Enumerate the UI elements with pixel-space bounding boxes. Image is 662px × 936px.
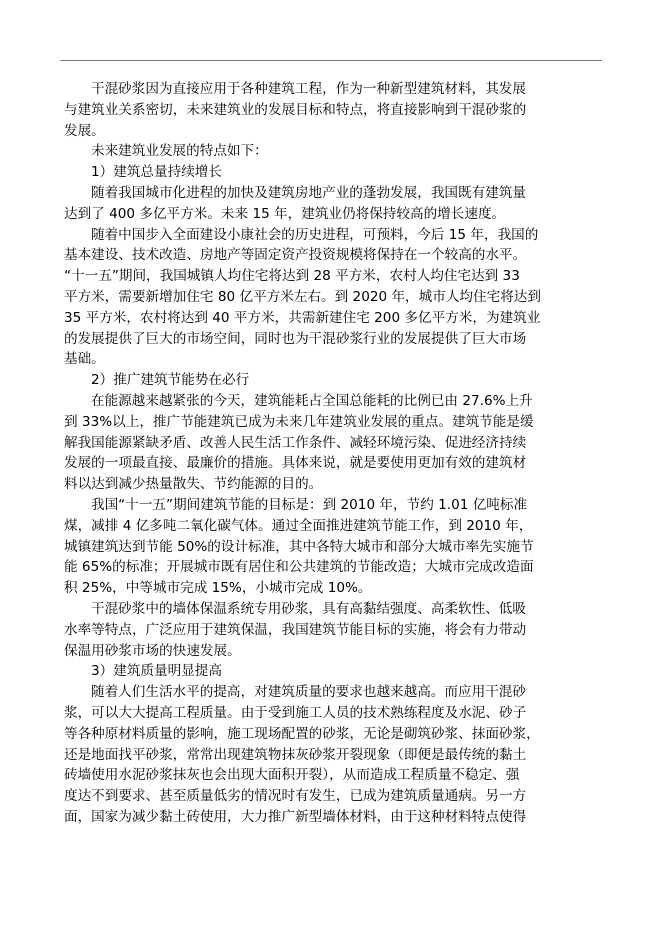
text-line: 在能源越来越紧张的今天，建筑能耗占全国总能耗的比例已由 27.6%上升 <box>91 392 533 409</box>
text-line: 达到了 400 多亿平方米。未来 15 年，建筑业仍将保持较高的增长速度。 <box>64 205 506 222</box>
text-line: 能 65%的标准；开展城市既有居住和公共建筑的节能改造；大城市完成改造面 <box>64 559 534 576</box>
text-line: 城镇建筑达到节能 50%的设计标准，其中各特大城市和部分大城市率先实施节 <box>64 538 534 555</box>
text-line: 料以达到减少热量散失、节约能源的目的。 <box>64 476 323 493</box>
text-line: 3）建筑质量明显提高 <box>91 663 222 680</box>
text-line: 35 平方米，农村将达到 40 平方米，共需新建住宅 200 多亿平方米，为建筑业 <box>64 309 541 326</box>
text-line: 1）建筑总量持续增长 <box>91 164 222 181</box>
document-body <box>64 79 598 828</box>
text-line: 水率等特点，广泛应用于建筑保温，我国建筑节能目标的实施，将会有力带动 <box>64 621 527 638</box>
text-line: 的发展提供了巨大的市场空间，同时也为干混砂浆行业的发展提供了巨大市场 <box>64 330 527 347</box>
text-line: 干混砂浆中的墙体保温系统专用砂浆，具有高黏结强度、高柔软性、低吸 <box>91 600 526 617</box>
text-line: 随着我国城市化进程的加快及建筑房地产业的蓬勃发展，我国既有建筑量 <box>91 184 526 201</box>
text-line: 度达不到要求、甚至质量低劣的情况时有发生，已成为建筑质量通病。另一方 <box>64 788 527 805</box>
text-line: 面，国家为减少黏土砖使用，大力推广新型墙体材料，由于这种材料特点使得 <box>64 808 527 825</box>
text-line: 基础。 <box>64 351 105 368</box>
text-line: 基本建设、技术改造、房地产等固定资产投资规模将保持在一个较高的水平。 <box>64 247 527 264</box>
text-line: 还是地面找平砂浆，常常出现建筑物抹灰砂浆开裂现象（即便是最传统的黏土 <box>64 746 527 763</box>
text-line: 发展的一项最直接、最廉价的措施。具体来说，就是要使用更加有效的建筑材 <box>64 455 527 472</box>
text-line: 随着人们生活水平的提高，对建筑质量的要求也越来越高。而应用干混砂 <box>91 684 526 701</box>
text-line: 随着中国步入全面建设小康社会的历史进程，可预料，今后 15 年，我国的 <box>91 226 539 243</box>
text-line: 等各种原材料质量的影响，施工现场配置的砂浆，无论是砌筑砂浆、抹面砂浆， <box>64 725 540 742</box>
text-line: 与建筑业关系密切，未来建筑业的发展目标和特点，将直接影响到干混砂浆的 <box>64 101 527 118</box>
text-line: 未来建筑业发展的特点如下： <box>91 143 268 160</box>
text-line: 砖墙使用水泥砂浆抹灰也会出现大面积开裂），从而造成工程质量不稳定、强 <box>64 767 520 784</box>
text-line: 积 25%，中等城市完成 15%，小城市完成 10%。 <box>64 580 372 597</box>
text-line: 解我国能源紧缺矛盾、改善人民生活工作条件、减轻环境污染、促进经济持续 <box>64 434 527 451</box>
text-line: 到 33%以上，推广节能建筑已成为未来几年建筑业发展的重点。建筑节能是缓 <box>64 413 534 430</box>
text-line: 我国“十一五”期间建筑节能的目标是：到 2010 年，节约 1.01 亿吨标准 <box>91 496 528 513</box>
text-line: “十一五”期间，我国城镇人均住宅将达到 28 平方米，农村人均住宅达到 33 <box>64 268 520 285</box>
text-line: 保温用砂浆市场的快速发展。 <box>64 642 241 659</box>
text-line: 浆，可以大大提高工程质量。由于受到施工人员的技术熟练程度及水泥、砂子 <box>64 704 527 721</box>
text-line: 干混砂浆因为直接应用于各种建筑工程，作为一种新型建筑材料，其发展 <box>91 81 526 97</box>
text-line: 2）推广建筑节能势在必行 <box>91 372 250 389</box>
header-rule <box>60 60 602 61</box>
text-line: 平方米，需要新增加住宅 80 亿平方米左右。到 2020 年，城市人均住宅将达到 <box>64 288 541 305</box>
text-line: 煤，减排 4 亿多吨二氧化碳气体。通过全面推进建筑节能工作，到 2010 年， <box>64 517 533 534</box>
text-line: 发展。 <box>64 122 105 139</box>
